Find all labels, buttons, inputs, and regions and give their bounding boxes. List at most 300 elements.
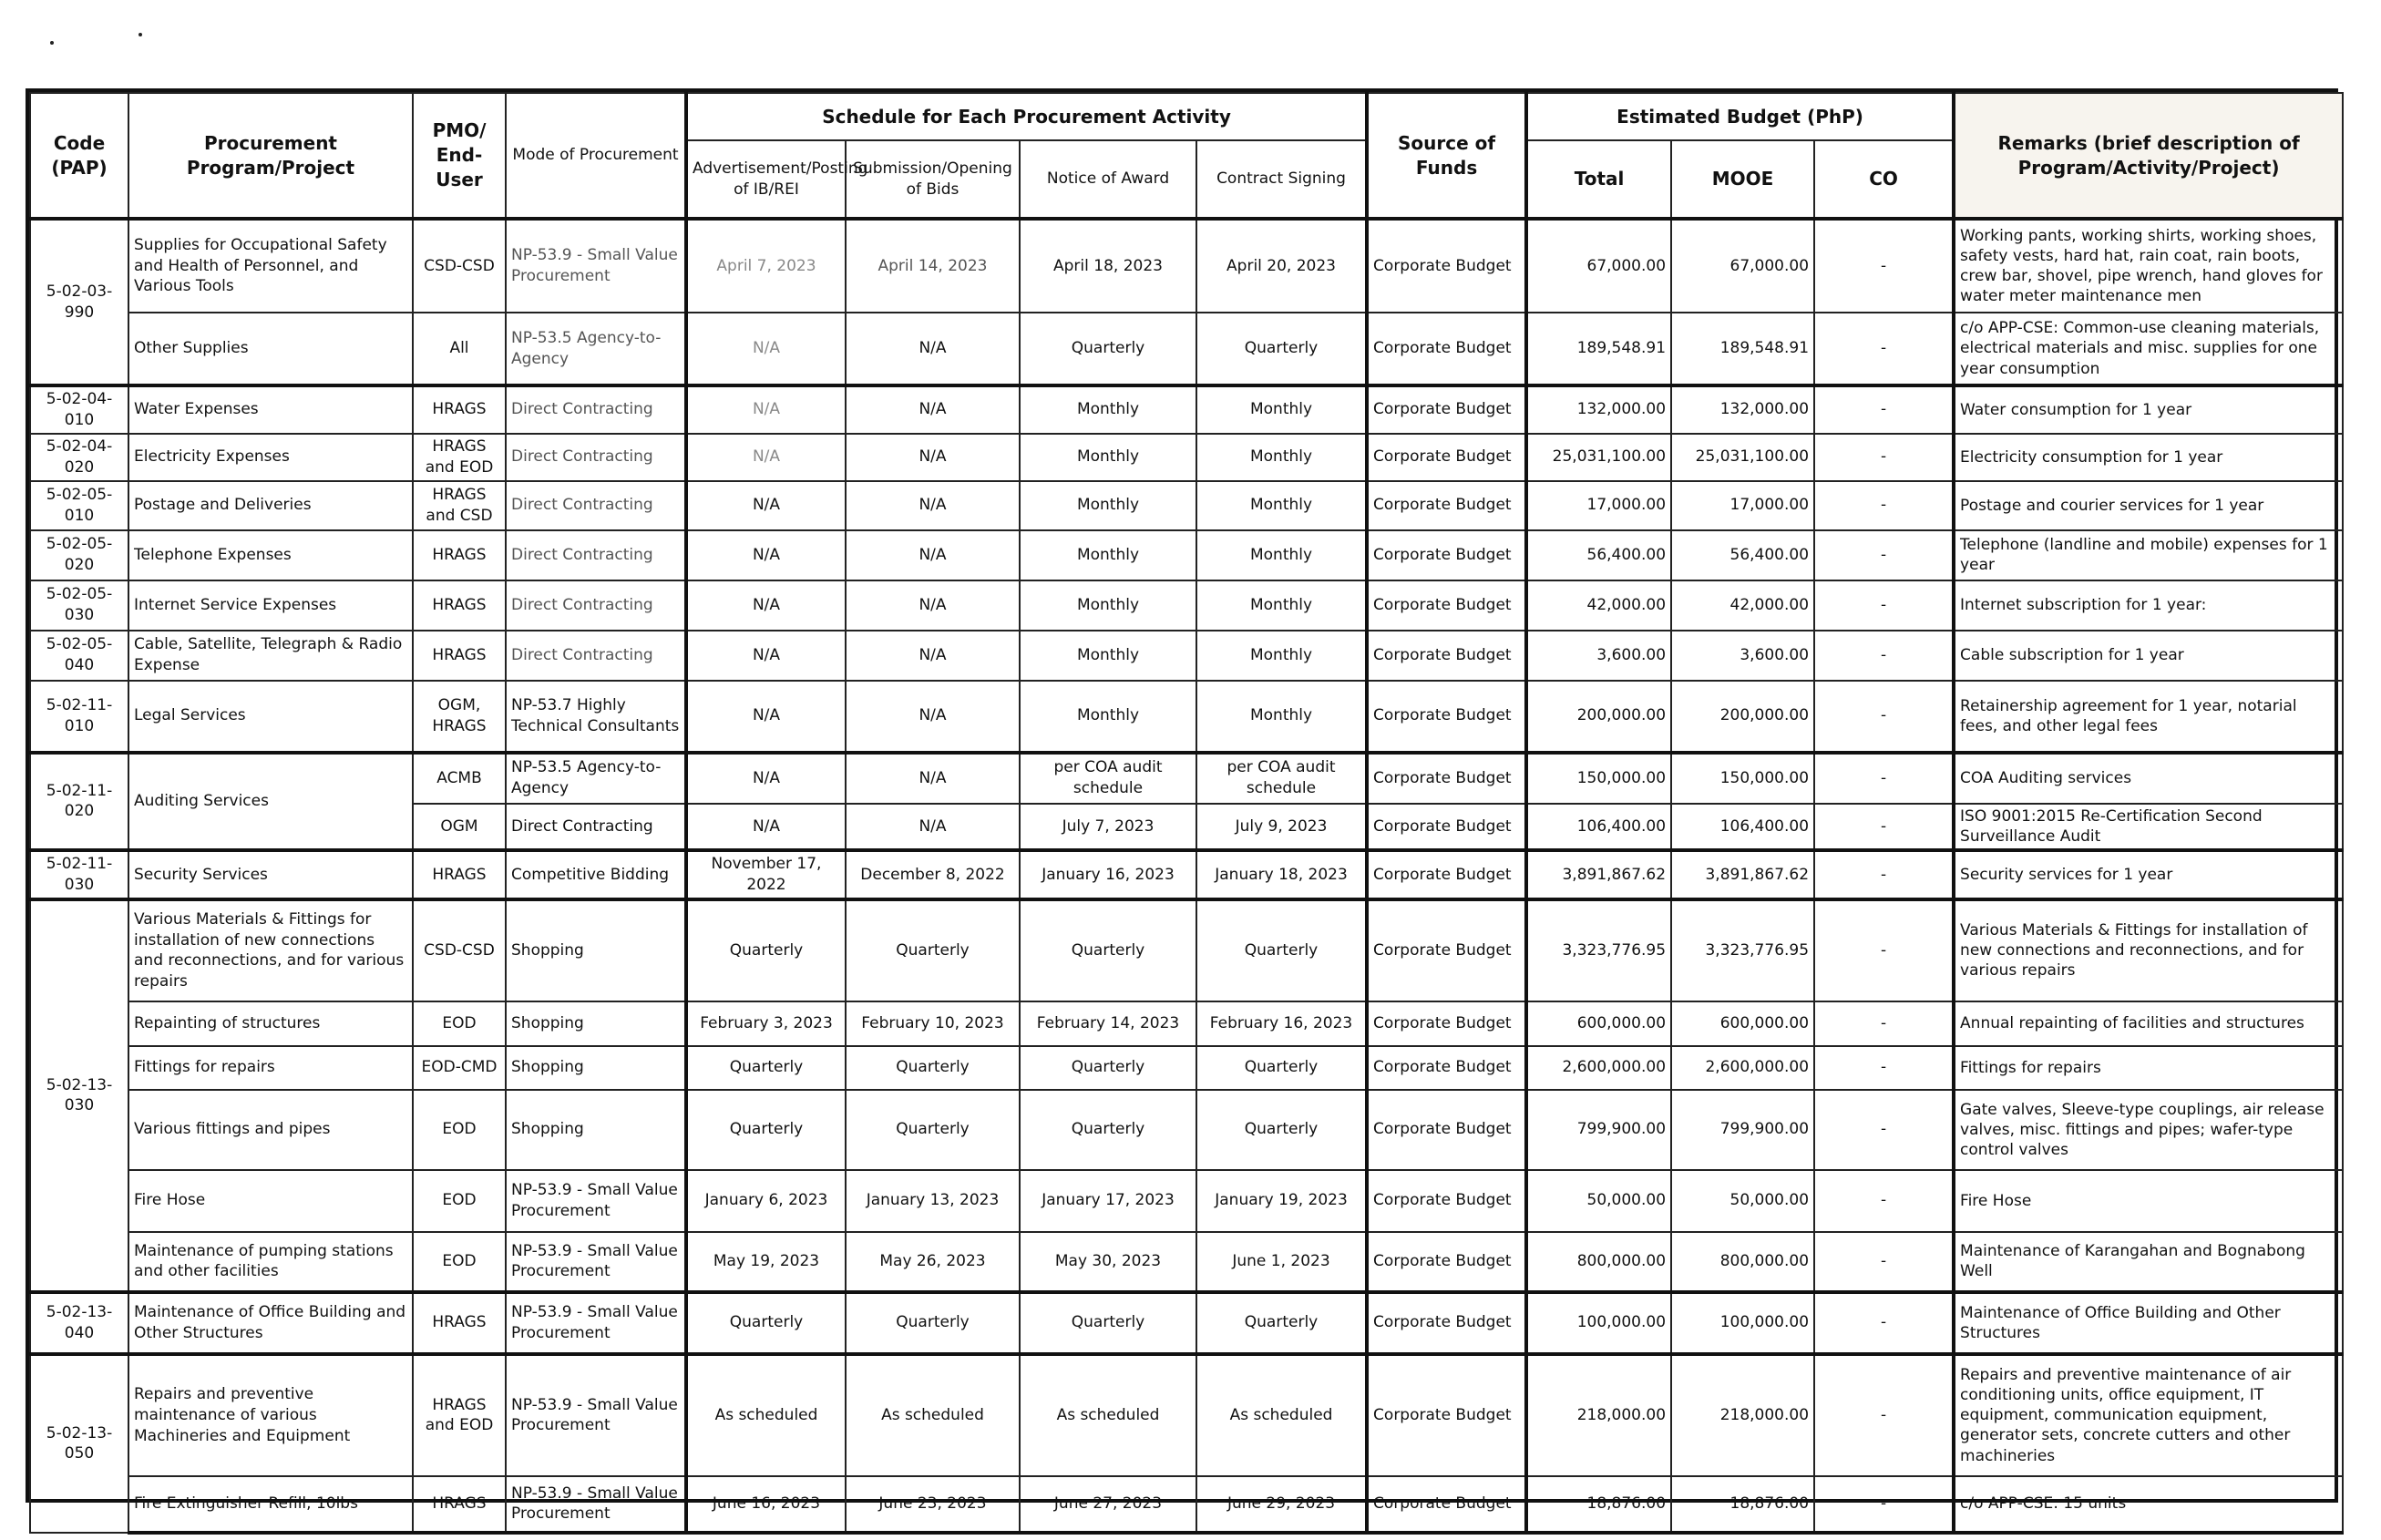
submission-date: N/A	[846, 385, 1020, 434]
pmo-end-user: HRAGS	[413, 1292, 506, 1354]
table-row	[30, 1170, 2343, 1232]
pap-code: 5-02-03-990	[30, 219, 128, 385]
remarks: Security services for 1 year	[1954, 850, 2343, 899]
budget-mooe: 600,000.00	[1671, 1001, 1814, 1046]
budget-co: -	[1814, 804, 1954, 850]
pmo-end-user: HRAGS	[413, 631, 506, 681]
procurement-mode: Competitive Bidding	[506, 850, 686, 899]
pap-code: 5-02-13-040	[30, 1292, 128, 1354]
notice-of-award: Quarterly	[1020, 1292, 1196, 1354]
notice-of-award: Monthly	[1020, 385, 1196, 434]
table-row	[30, 530, 2343, 580]
source-of-funds: Corporate Budget	[1367, 1046, 1526, 1090]
budget-total: 2,600,000.00	[1526, 1046, 1671, 1090]
budget-co: -	[1814, 530, 1954, 580]
budget-co: -	[1814, 385, 1954, 434]
pmo-end-user: OGM, HRAGS	[413, 681, 506, 753]
program-name: Maintenance of Office Building and Other Structures	[128, 1292, 413, 1354]
notice-of-award: June 27, 2023	[1020, 1476, 1196, 1533]
header-contract: Contract Signing	[1196, 140, 1367, 219]
procurement-mode: NP-53.9 - Small Value Procurement	[506, 1476, 686, 1533]
header-source: Source of Funds	[1367, 93, 1526, 219]
budget-total: 189,548.91	[1526, 313, 1671, 385]
pap-code: 5-02-05-040	[30, 631, 128, 681]
submission-date: January 13, 2023	[846, 1170, 1020, 1232]
table-row	[30, 681, 2343, 753]
advertisement-date: N/A	[686, 385, 846, 434]
procurement-mode: NP-53.9 - Small Value Procurement	[506, 1354, 686, 1476]
remarks: Internet subscription for 1 year:	[1954, 580, 2343, 631]
budget-co: -	[1814, 1354, 1954, 1476]
advertisement-date: Quarterly	[686, 1046, 846, 1090]
procurement-mode: Direct Contracting	[506, 481, 686, 530]
budget-mooe: 3,600.00	[1671, 631, 1814, 681]
procurement-mode: Shopping	[506, 1046, 686, 1090]
advertisement-date: N/A	[686, 530, 846, 580]
submission-date: N/A	[846, 804, 1020, 850]
remarks: Working pants, working shirts, working shoes, safety vests, hard hat, rain coat, rain boots, crew bar, shovel, pipe wrench, hand gloves for water meter maintenance men	[1954, 219, 2343, 313]
advertisement-date: April 7, 2023	[686, 219, 846, 313]
header-mode: Mode of Procurement	[506, 93, 686, 219]
table-row	[30, 850, 2343, 899]
contract-signing: Quarterly	[1196, 1090, 1367, 1170]
program-name: Telephone Expenses	[128, 530, 413, 580]
program-name: Fire Hose	[128, 1170, 413, 1232]
budget-co: -	[1814, 434, 1954, 481]
budget-co: -	[1814, 1292, 1954, 1354]
procurement-mode: Shopping	[506, 1001, 686, 1046]
budget-mooe: 100,000.00	[1671, 1292, 1814, 1354]
source-of-funds: Corporate Budget	[1367, 580, 1526, 631]
budget-co: -	[1814, 1170, 1954, 1232]
program-name: Legal Services	[128, 681, 413, 753]
contract-signing: Quarterly	[1196, 1292, 1367, 1354]
budget-co: -	[1814, 1046, 1954, 1090]
budget-total: 50,000.00	[1526, 1170, 1671, 1232]
pap-code: 5-02-05-030	[30, 580, 128, 631]
table-row	[30, 313, 2343, 385]
contract-signing: Monthly	[1196, 681, 1367, 753]
advertisement-date: Quarterly	[686, 899, 846, 1001]
budget-mooe: 3,323,776.95	[1671, 899, 1814, 1001]
table-row	[30, 1354, 2343, 1476]
program-name: Internet Service Expenses	[128, 580, 413, 631]
header-program: Procurement Program/Project	[128, 93, 413, 219]
pmo-end-user: HRAGS and EOD	[413, 1354, 506, 1476]
table-row	[30, 481, 2343, 530]
header-total: Total	[1526, 140, 1671, 219]
program-name: Maintenance of pumping stations and other facilities	[128, 1232, 413, 1292]
table-row	[30, 1232, 2343, 1292]
budget-co: -	[1814, 1476, 1954, 1533]
pmo-end-user: CSD-CSD	[413, 219, 506, 313]
program-name: Repairs and preventive maintenance of various Machineries and Equipment	[128, 1354, 413, 1476]
pap-code: 5-02-13-050	[30, 1354, 128, 1533]
pmo-end-user: All	[413, 313, 506, 385]
table-row	[30, 434, 2343, 481]
pmo-end-user: OGM	[413, 804, 506, 850]
source-of-funds: Corporate Budget	[1367, 631, 1526, 681]
pmo-end-user: EOD-CMD	[413, 1046, 506, 1090]
source-of-funds: Corporate Budget	[1367, 899, 1526, 1001]
pap-code: 5-02-13-030	[30, 899, 128, 1292]
pap-code: 5-02-05-020	[30, 530, 128, 580]
remarks: Electricity consumption for 1 year	[1954, 434, 2343, 481]
budget-co: -	[1814, 899, 1954, 1001]
program-name: Various fittings and pipes	[128, 1090, 413, 1170]
notice-of-award: Quarterly	[1020, 313, 1196, 385]
contract-signing: January 18, 2023	[1196, 850, 1367, 899]
budget-total: 218,000.00	[1526, 1354, 1671, 1476]
budget-total: 106,400.00	[1526, 804, 1671, 850]
source-of-funds: Corporate Budget	[1367, 681, 1526, 753]
program-name: Auditing Services	[128, 753, 413, 850]
source-of-funds: Corporate Budget	[1367, 804, 1526, 850]
budget-total: 3,600.00	[1526, 631, 1671, 681]
source-of-funds: Corporate Budget	[1367, 219, 1526, 313]
source-of-funds: Corporate Budget	[1367, 1170, 1526, 1232]
remarks: Cable subscription for 1 year	[1954, 631, 2343, 681]
pmo-end-user: HRAGS	[413, 385, 506, 434]
contract-signing: Quarterly	[1196, 1046, 1367, 1090]
header-advertisement: Advertisement/Posting of IB/REI	[686, 140, 846, 219]
remarks: Retainership agreement for 1 year, notarial fees, and other legal fees	[1954, 681, 2343, 753]
contract-signing: Quarterly	[1196, 313, 1367, 385]
advertisement-date: N/A	[686, 753, 846, 804]
pmo-end-user: HRAGS	[413, 1476, 506, 1533]
budget-total: 42,000.00	[1526, 580, 1671, 631]
submission-date: N/A	[846, 631, 1020, 681]
advertisement-date: November 17, 2022	[686, 850, 846, 899]
procurement-mode: Direct Contracting	[506, 580, 686, 631]
notice-of-award: January 17, 2023	[1020, 1170, 1196, 1232]
program-name: Fire Extinguisher Refill, 10lbs	[128, 1476, 413, 1533]
remarks: Telephone (landline and mobile) expenses for 1 year	[1954, 530, 2343, 580]
submission-date: As scheduled	[846, 1354, 1020, 1476]
notice-of-award: per COA audit schedule	[1020, 753, 1196, 804]
budget-co: -	[1814, 1090, 1954, 1170]
procurement-mode: NP-53.5 Agency-to-Agency	[506, 753, 686, 804]
header-row	[30, 93, 2343, 140]
remarks: Water consumption for 1 year	[1954, 385, 2343, 434]
remarks: Postage and courier services for 1 year	[1954, 481, 2343, 530]
budget-mooe: 189,548.91	[1671, 313, 1814, 385]
budget-total: 200,000.00	[1526, 681, 1671, 753]
procurement-mode: NP-53.9 - Small Value Procurement	[506, 219, 686, 313]
program-name: Postage and Deliveries	[128, 481, 413, 530]
advertisement-date: N/A	[686, 681, 846, 753]
notice-of-award: As scheduled	[1020, 1354, 1196, 1476]
budget-total: 600,000.00	[1526, 1001, 1671, 1046]
advertisement-date: N/A	[686, 434, 846, 481]
submission-date: N/A	[846, 580, 1020, 631]
pmo-end-user: EOD	[413, 1090, 506, 1170]
budget-total: 3,891,867.62	[1526, 850, 1671, 899]
program-name: Cable, Satellite, Telegraph & Radio Expense	[128, 631, 413, 681]
budget-mooe: 18,876.00	[1671, 1476, 1814, 1533]
procurement-mode: NP-53.9 - Small Value Procurement	[506, 1292, 686, 1354]
advertisement-date: January 6, 2023	[686, 1170, 846, 1232]
submission-date: N/A	[846, 434, 1020, 481]
advertisement-date: June 16, 2023	[686, 1476, 846, 1533]
budget-total: 150,000.00	[1526, 753, 1671, 804]
notice-of-award: May 30, 2023	[1020, 1232, 1196, 1292]
budget-mooe: 218,000.00	[1671, 1354, 1814, 1476]
budget-co: -	[1814, 481, 1954, 530]
pap-code: 5-02-11-030	[30, 850, 128, 899]
submission-date: N/A	[846, 481, 1020, 530]
advertisement-date: May 19, 2023	[686, 1232, 846, 1292]
procurement-mode: NP-53.9 - Small Value Procurement	[506, 1232, 686, 1292]
submission-date: N/A	[846, 313, 1020, 385]
source-of-funds: Corporate Budget	[1367, 1354, 1526, 1476]
submission-date: Quarterly	[846, 899, 1020, 1001]
pmo-end-user: EOD	[413, 1232, 506, 1292]
notice-of-award: Quarterly	[1020, 1046, 1196, 1090]
contract-signing: February 16, 2023	[1196, 1001, 1367, 1046]
advertisement-date: As scheduled	[686, 1354, 846, 1476]
pmo-end-user: HRAGS and CSD	[413, 481, 506, 530]
notice-of-award: January 16, 2023	[1020, 850, 1196, 899]
budget-co: -	[1814, 681, 1954, 753]
contract-signing: July 9, 2023	[1196, 804, 1367, 850]
budget-mooe: 200,000.00	[1671, 681, 1814, 753]
program-name: Electricity Expenses	[128, 434, 413, 481]
procurement-mode: Shopping	[506, 899, 686, 1001]
remarks: Fittings for repairs	[1954, 1046, 2343, 1090]
source-of-funds: Corporate Budget	[1367, 481, 1526, 530]
header-mooe: MOOE	[1671, 140, 1814, 219]
program-name: Water Expenses	[128, 385, 413, 434]
pap-code: 5-02-11-020	[30, 753, 128, 850]
remarks: COA Auditing services	[1954, 753, 2343, 804]
contract-signing: June 29, 2023	[1196, 1476, 1367, 1533]
advertisement-date: Quarterly	[686, 1292, 846, 1354]
header-budget: Estimated Budget (PhP)	[1526, 93, 1954, 140]
notice-of-award: Monthly	[1020, 681, 1196, 753]
procurement-mode: Direct Contracting	[506, 804, 686, 850]
source-of-funds: Corporate Budget	[1367, 1001, 1526, 1046]
budget-mooe: 17,000.00	[1671, 481, 1814, 530]
source-of-funds: Corporate Budget	[1367, 1232, 1526, 1292]
program-name: Security Services	[128, 850, 413, 899]
contract-signing: As scheduled	[1196, 1354, 1367, 1476]
budget-total: 800,000.00	[1526, 1232, 1671, 1292]
budget-mooe: 67,000.00	[1671, 219, 1814, 313]
submission-date: May 26, 2023	[846, 1232, 1020, 1292]
pmo-end-user: CSD-CSD	[413, 899, 506, 1001]
submission-date: December 8, 2022	[846, 850, 1020, 899]
pmo-end-user: ACMB	[413, 753, 506, 804]
notice-of-award: February 14, 2023	[1020, 1001, 1196, 1046]
procurement-plan-table	[29, 92, 2344, 1535]
budget-mooe: 56,400.00	[1671, 530, 1814, 580]
header-submission: Submission/Opening of Bids	[846, 140, 1020, 219]
notice-of-award: Monthly	[1020, 530, 1196, 580]
source-of-funds: Corporate Budget	[1367, 1090, 1526, 1170]
remarks: Annual repainting of facilities and structures	[1954, 1001, 2343, 1046]
pap-code: 5-02-05-010	[30, 481, 128, 530]
budget-total: 56,400.00	[1526, 530, 1671, 580]
budget-co: -	[1814, 631, 1954, 681]
contract-signing: Monthly	[1196, 434, 1367, 481]
submission-date: N/A	[846, 681, 1020, 753]
table-row	[30, 1476, 2343, 1533]
submission-date: N/A	[846, 753, 1020, 804]
table-row	[30, 580, 2343, 631]
budget-mooe: 2,600,000.00	[1671, 1046, 1814, 1090]
advertisement-date: Quarterly	[686, 1090, 846, 1170]
contract-signing: Quarterly	[1196, 899, 1367, 1001]
budget-total: 799,900.00	[1526, 1090, 1671, 1170]
pmo-end-user: HRAGS and EOD	[413, 434, 506, 481]
procurement-mode: Shopping	[506, 1090, 686, 1170]
pmo-end-user: HRAGS	[413, 530, 506, 580]
pmo-end-user: EOD	[413, 1001, 506, 1046]
source-of-funds: Corporate Budget	[1367, 530, 1526, 580]
advertisement-date: February 3, 2023	[686, 1001, 846, 1046]
budget-mooe: 42,000.00	[1671, 580, 1814, 631]
table-row	[30, 219, 2343, 313]
budget-mooe: 106,400.00	[1671, 804, 1814, 850]
source-of-funds: Corporate Budget	[1367, 850, 1526, 899]
remarks: Repairs and preventive maintenance of air conditioning units, office equipment, IT equipment, communication equipment, generator sets, concrete cutters and other machineries	[1954, 1354, 2343, 1476]
contract-signing: Monthly	[1196, 580, 1367, 631]
header-code: Code (PAP)	[30, 93, 128, 219]
source-of-funds: Corporate Budget	[1367, 434, 1526, 481]
table-row	[30, 631, 2343, 681]
notice-of-award: Monthly	[1020, 631, 1196, 681]
submission-date: Quarterly	[846, 1292, 1020, 1354]
budget-co: -	[1814, 219, 1954, 313]
budget-total: 132,000.00	[1526, 385, 1671, 434]
contract-signing: per COA audit schedule	[1196, 753, 1367, 804]
remarks: Various Materials & Fittings for installation of new connections and reconnections, and for various repairs	[1954, 899, 2343, 1001]
pap-code: 5-02-04-010	[30, 385, 128, 434]
notice-of-award: Quarterly	[1020, 899, 1196, 1001]
header-pmo: PMO/ End-User	[413, 93, 506, 219]
source-of-funds: Corporate Budget	[1367, 385, 1526, 434]
submission-date: February 10, 2023	[846, 1001, 1020, 1046]
budget-total: 100,000.00	[1526, 1292, 1671, 1354]
advertisement-date: N/A	[686, 313, 846, 385]
budget-co: -	[1814, 850, 1954, 899]
contract-signing: Monthly	[1196, 385, 1367, 434]
contract-signing: January 19, 2023	[1196, 1170, 1367, 1232]
advertisement-date: N/A	[686, 481, 846, 530]
remarks: Fire Hose	[1954, 1170, 2343, 1232]
contract-signing: Monthly	[1196, 481, 1367, 530]
budget-mooe: 50,000.00	[1671, 1170, 1814, 1232]
table-row	[30, 1292, 2343, 1354]
procurement-mode: Direct Contracting	[506, 434, 686, 481]
program-name: Other Supplies	[128, 313, 413, 385]
header-remarks: Remarks (brief description of Program/Activity/Project)	[1954, 93, 2343, 219]
procurement-mode: NP-53.5 Agency-to-Agency	[506, 313, 686, 385]
pap-code: 5-02-04-020	[30, 434, 128, 481]
notice-of-award: Quarterly	[1020, 1090, 1196, 1170]
header-schedule: Schedule for Each Procurement Activity	[686, 93, 1367, 140]
contract-signing: June 1, 2023	[1196, 1232, 1367, 1292]
procurement-mode: NP-53.7 Highly Technical Consultants	[506, 681, 686, 753]
pmo-end-user: EOD	[413, 1170, 506, 1232]
program-name: Fittings for repairs	[128, 1046, 413, 1090]
table-row	[30, 753, 2343, 804]
source-of-funds: Corporate Budget	[1367, 1292, 1526, 1354]
submission-date: Quarterly	[846, 1046, 1020, 1090]
remarks: c/o APP-CSE: Common-use cleaning materials, electrical materials and misc. supplies for one year consumption	[1954, 313, 2343, 385]
budget-co: -	[1814, 313, 1954, 385]
procurement-mode: Direct Contracting	[506, 530, 686, 580]
budget-total: 25,031,100.00	[1526, 434, 1671, 481]
advertisement-date: N/A	[686, 580, 846, 631]
procurement-plan-table-wrapper	[26, 88, 2338, 1524]
source-of-funds: Corporate Budget	[1367, 753, 1526, 804]
budget-total: 3,323,776.95	[1526, 899, 1671, 1001]
table-row	[30, 1090, 2343, 1170]
procurement-mode: Direct Contracting	[506, 631, 686, 681]
program-name: Repainting of structures	[128, 1001, 413, 1046]
submission-date: Quarterly	[846, 1090, 1020, 1170]
notice-of-award: April 18, 2023	[1020, 219, 1196, 313]
remarks: Maintenance of Office Building and Other Structures	[1954, 1292, 2343, 1354]
remarks: Gate valves, Sleeve-type couplings, air release valves, misc. fittings and pipes; wafer-type control valves	[1954, 1090, 2343, 1170]
procurement-mode: Direct Contracting	[506, 385, 686, 434]
advertisement-date: N/A	[686, 804, 846, 850]
table-row	[30, 1046, 2343, 1090]
submission-date: N/A	[846, 530, 1020, 580]
header-co: CO	[1814, 140, 1954, 219]
notice-of-award: Monthly	[1020, 434, 1196, 481]
budget-total: 67,000.00	[1526, 219, 1671, 313]
table-row	[30, 899, 2343, 1001]
procurement-mode: NP-53.9 - Small Value Procurement	[506, 1170, 686, 1232]
budget-mooe: 150,000.00	[1671, 753, 1814, 804]
budget-mooe: 25,031,100.00	[1671, 434, 1814, 481]
contract-signing: April 20, 2023	[1196, 219, 1367, 313]
budget-co: -	[1814, 753, 1954, 804]
header-notice: Notice of Award	[1020, 140, 1196, 219]
budget-co: -	[1814, 1001, 1954, 1046]
notice-of-award: Monthly	[1020, 481, 1196, 530]
remarks: Maintenance of Karangahan and Bognabong Well	[1954, 1232, 2343, 1292]
budget-co: -	[1814, 1232, 1954, 1292]
budget-total: 17,000.00	[1526, 481, 1671, 530]
source-of-funds: Corporate Budget	[1367, 1476, 1526, 1533]
budget-co: -	[1814, 580, 1954, 631]
budget-mooe: 799,900.00	[1671, 1090, 1814, 1170]
pmo-end-user: HRAGS	[413, 850, 506, 899]
submission-date: April 14, 2023	[846, 219, 1020, 313]
table-row	[30, 385, 2343, 434]
pmo-end-user: HRAGS	[413, 580, 506, 631]
contract-signing: Monthly	[1196, 631, 1367, 681]
scan-specks	[0, 0, 273, 55]
contract-signing: Monthly	[1196, 530, 1367, 580]
remarks: c/o APP-CSE: 15 units	[1954, 1476, 2343, 1533]
advertisement-date: N/A	[686, 631, 846, 681]
source-of-funds: Corporate Budget	[1367, 313, 1526, 385]
submission-date: June 23, 2023	[846, 1476, 1020, 1533]
remarks: ISO 9001:2015 Re-Certification Second Surveillance Audit	[1954, 804, 2343, 850]
pap-code: 5-02-11-010	[30, 681, 128, 753]
budget-mooe: 800,000.00	[1671, 1232, 1814, 1292]
notice-of-award: Monthly	[1020, 580, 1196, 631]
program-name: Supplies for Occupational Safety and Health of Personnel, and Various Tools	[128, 219, 413, 313]
budget-mooe: 3,891,867.62	[1671, 850, 1814, 899]
table-row	[30, 1001, 2343, 1046]
program-name: Various Materials & Fittings for installation of new connections and reconnections, and for various repairs	[128, 899, 413, 1001]
